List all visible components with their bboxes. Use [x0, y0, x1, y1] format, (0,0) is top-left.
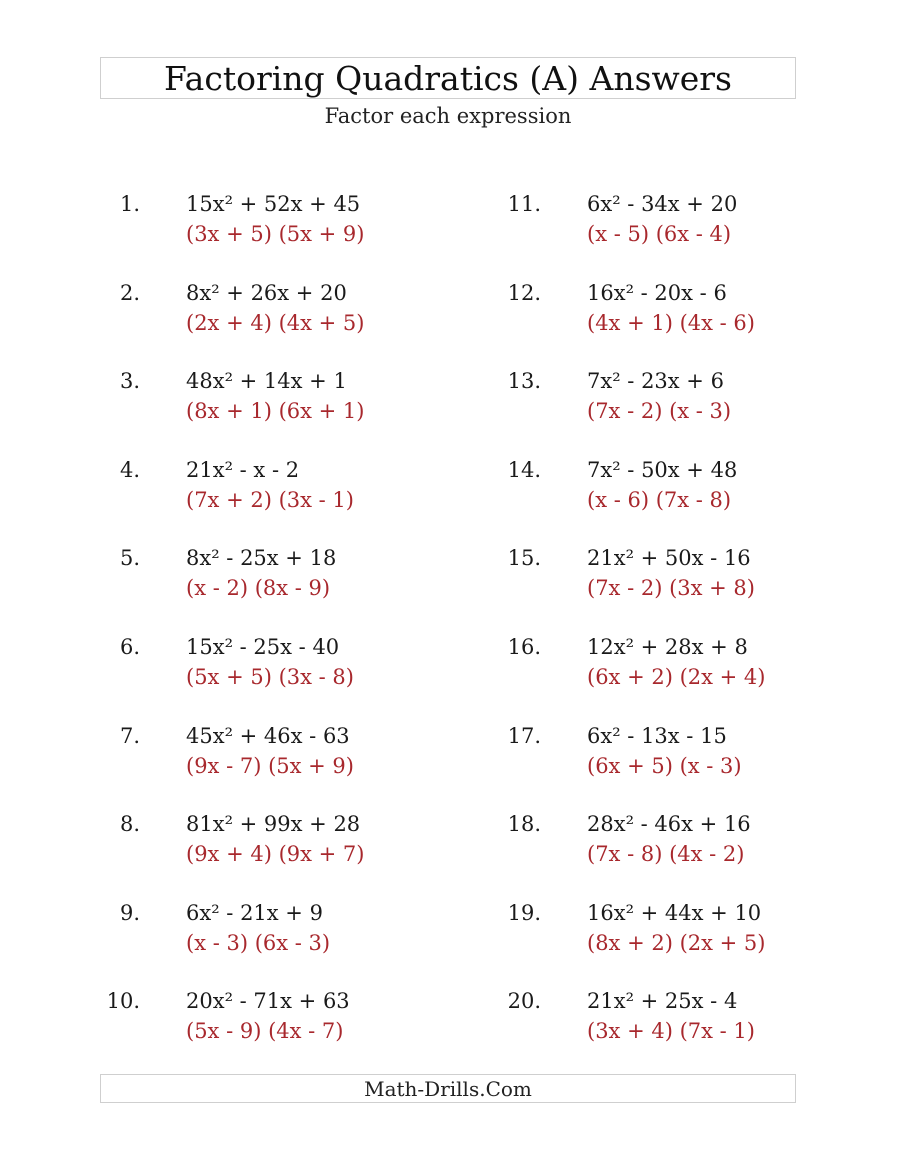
problem-answer: (x - 3) (6x - 3): [186, 931, 331, 955]
problem-expression: 15x² + 52x + 45: [186, 192, 361, 216]
problem-number: 8.: [119, 812, 140, 836]
problem-item: [501, 897, 861, 967]
problem-answer: (7x + 2) (3x - 1): [186, 488, 354, 512]
problem-answer: (4x + 1) (4x - 6): [587, 311, 755, 335]
problem-expression: 21x² - x - 2: [186, 458, 300, 482]
problem-item: [100, 454, 460, 524]
problem-answer: (7x - 2) (3x + 8): [587, 576, 755, 600]
problem-answer: (3x + 4) (7x - 1): [587, 1019, 755, 1043]
problem-item: [100, 631, 460, 701]
problem-item: [501, 720, 861, 790]
problem-number: 2.: [119, 281, 140, 305]
problem-item: [501, 985, 861, 1055]
problem-expression: 15x² - 25x - 40: [186, 635, 340, 659]
problem-number: 1.: [119, 192, 140, 216]
problem-item: [501, 188, 861, 258]
problem-answer: (6x + 2) (2x + 4): [587, 665, 766, 689]
problem-expression: 7x² - 23x + 6: [587, 369, 724, 393]
problem-answer: (8x + 1) (6x + 1): [186, 399, 365, 423]
problem-answer: (5x - 9) (4x - 7): [186, 1019, 344, 1043]
problem-number: 3.: [119, 369, 140, 393]
problem-expression: 81x² + 99x + 28: [186, 812, 361, 836]
problem-number: 10.: [106, 989, 140, 1013]
problem-expression: 16x² - 20x - 6: [587, 281, 727, 305]
problem-item: [100, 542, 460, 612]
problem-number: 17.: [507, 724, 541, 748]
problem-expression: 6x² - 13x - 15: [587, 724, 727, 748]
problem-number: 18.: [507, 812, 541, 836]
problem-expression: 21x² + 50x - 16: [587, 546, 751, 570]
problem-expression: 8x² - 25x + 18: [186, 546, 337, 570]
problem-answer: (7x - 8) (4x - 2): [587, 842, 745, 866]
problem-item: [501, 808, 861, 878]
problem-answer: (9x + 4) (9x + 7): [186, 842, 365, 866]
problem-expression: 6x² - 34x + 20: [587, 192, 738, 216]
problem-expression: 21x² + 25x - 4: [587, 989, 738, 1013]
footer-text: Math-Drills.Com: [364, 1077, 532, 1101]
problem-expression: 48x² + 14x + 1: [186, 369, 347, 393]
problem-item: [100, 365, 460, 435]
problem-item: [100, 897, 460, 967]
problem-expression: 20x² - 71x + 63: [186, 989, 350, 1013]
problem-answer: (3x + 5) (5x + 9): [186, 222, 365, 246]
problem-answer: (5x + 5) (3x - 8): [186, 665, 354, 689]
problem-item: [100, 277, 460, 347]
problem-answer: (9x - 7) (5x + 9): [186, 754, 354, 778]
problem-item: [501, 454, 861, 524]
page-title: Factoring Quadratics (A) Answers: [164, 59, 732, 98]
problem-item: [501, 277, 861, 347]
problem-number: 7.: [119, 724, 140, 748]
problem-answer: (7x - 2) (x - 3): [587, 399, 732, 423]
problem-number: 16.: [507, 635, 541, 659]
problem-item: [100, 720, 460, 790]
problem-answer: (x - 6) (7x - 8): [587, 488, 732, 512]
problem-item: [501, 542, 861, 612]
page-subtitle: Factor each expression: [324, 104, 572, 128]
problem-number: 9.: [119, 901, 140, 925]
problem-expression: 45x² + 46x - 63: [186, 724, 350, 748]
problem-number: 4.: [119, 458, 140, 482]
problem-number: 13.: [507, 369, 541, 393]
problem-item: [100, 188, 460, 258]
problem-expression: 28x² - 46x + 16: [587, 812, 751, 836]
problem-answer: (x - 5) (6x - 4): [587, 222, 732, 246]
problem-answer: (6x + 5) (x - 3): [587, 754, 742, 778]
problem-item: [501, 365, 861, 435]
problem-number: 12.: [507, 281, 541, 305]
problem-expression: 6x² - 21x + 9: [186, 901, 323, 925]
problem-answer: (8x + 2) (2x + 5): [587, 931, 766, 955]
problem-expression: 12x² + 28x + 8: [587, 635, 748, 659]
problem-answer: (x - 2) (8x - 9): [186, 576, 331, 600]
problem-number: 14.: [507, 458, 541, 482]
problem-item: [100, 985, 460, 1055]
problem-expression: 16x² + 44x + 10: [587, 901, 762, 925]
problem-number: 19.: [507, 901, 541, 925]
problem-item: [501, 631, 861, 701]
problem-number: 20.: [507, 989, 541, 1013]
problem-number: 5.: [119, 546, 140, 570]
problem-answer: (2x + 4) (4x + 5): [186, 311, 365, 335]
problem-item: [100, 808, 460, 878]
problem-expression: 8x² + 26x + 20: [186, 281, 347, 305]
problem-number: 11.: [507, 192, 541, 216]
problem-expression: 7x² - 50x + 48: [587, 458, 738, 482]
problem-number: 6.: [119, 635, 140, 659]
problem-number: 15.: [507, 546, 541, 570]
